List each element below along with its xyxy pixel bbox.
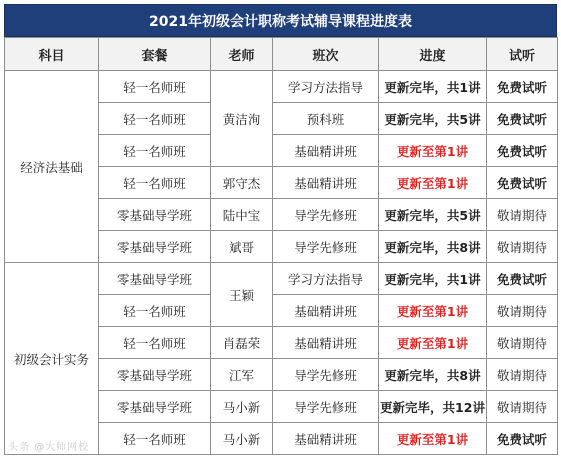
class-cell: 学习方法指导 bbox=[273, 263, 379, 295]
class-cell: 基础精讲班 bbox=[273, 135, 379, 167]
teacher-cell: 肖磊荣 bbox=[211, 327, 273, 359]
class-cell: 导学先修班 bbox=[273, 199, 379, 231]
class-cell: 学习方法指导 bbox=[273, 71, 379, 103]
package-cell: 轻一名师班 bbox=[99, 423, 211, 455]
progress-cell: 更新完毕，共8讲 bbox=[379, 231, 487, 263]
progress-cell: 更新至第1讲 bbox=[379, 295, 487, 327]
progress-cell: 更新至第1讲 bbox=[379, 423, 487, 455]
progress-cell: 更新至第1讲 bbox=[379, 167, 487, 199]
table-body bbox=[5, 71, 558, 455]
teacher-cell: 王颖 bbox=[211, 263, 273, 327]
trial-cell[interactable]: 敬请期待 bbox=[487, 327, 558, 359]
package-cell: 零基础导学班 bbox=[99, 199, 211, 231]
subject-cell: 经济法基础 bbox=[5, 71, 99, 263]
progress-cell: 更新完毕，共8讲 bbox=[379, 359, 487, 391]
class-cell: 导学先修班 bbox=[273, 391, 379, 423]
package-cell: 轻一名师班 bbox=[99, 103, 211, 135]
progress-cell: 更新完毕，共5讲 bbox=[379, 103, 487, 135]
package-cell: 轻一名师班 bbox=[99, 167, 211, 199]
header-class: 班次 bbox=[273, 38, 379, 71]
teacher-cell: 黄洁洵 bbox=[211, 71, 273, 167]
trial-cell[interactable]: 免费试听 bbox=[487, 423, 558, 455]
subject-cell: 初级会计实务 bbox=[5, 263, 99, 455]
schedule-table bbox=[4, 37, 558, 455]
class-cell: 基础精讲班 bbox=[273, 327, 379, 359]
trial-cell[interactable]: 敬请期待 bbox=[487, 295, 558, 327]
class-cell: 导学先修班 bbox=[273, 231, 379, 263]
package-cell: 轻一名师班 bbox=[99, 135, 211, 167]
progress-cell: 更新完毕，共1讲 bbox=[379, 263, 487, 295]
trial-cell[interactable]: 免费试听 bbox=[487, 103, 558, 135]
package-cell: 轻一名师班 bbox=[99, 327, 211, 359]
progress-cell: 更新完毕，共1讲 bbox=[379, 71, 487, 103]
package-cell: 轻一名师班 bbox=[99, 295, 211, 327]
header-progress: 进度 bbox=[379, 38, 487, 71]
class-cell: 基础精讲班 bbox=[273, 423, 379, 455]
header-teacher: 老师 bbox=[211, 38, 273, 71]
trial-cell[interactable]: 免费试听 bbox=[487, 135, 558, 167]
trial-cell[interactable]: 免费试听 bbox=[487, 263, 558, 295]
schedule-container bbox=[4, 4, 557, 455]
package-cell: 零基础导学班 bbox=[99, 231, 211, 263]
teacher-cell: 江军 bbox=[211, 359, 273, 391]
progress-cell: 更新完毕，共5讲 bbox=[379, 199, 487, 231]
trial-cell[interactable]: 敬请期待 bbox=[487, 391, 558, 423]
header-subject: 科目 bbox=[5, 38, 99, 71]
trial-cell[interactable]: 免费试听 bbox=[487, 167, 558, 199]
table-row bbox=[5, 263, 558, 295]
trial-cell[interactable]: 免费试听 bbox=[487, 71, 558, 103]
trial-cell[interactable]: 敬请期待 bbox=[487, 199, 558, 231]
progress-cell: 更新完毕，共12讲 bbox=[379, 391, 487, 423]
teacher-cell: 陆中宝 bbox=[211, 199, 273, 231]
watermark: 头条 @大师网校 bbox=[8, 442, 90, 453]
package-cell: 零基础导学班 bbox=[99, 263, 211, 295]
header-package: 套餐 bbox=[99, 38, 211, 71]
teacher-cell: 马小新 bbox=[211, 423, 273, 455]
teacher-cell: 马小新 bbox=[211, 391, 273, 423]
package-cell: 轻一名师班 bbox=[99, 71, 211, 103]
package-cell: 零基础导学班 bbox=[99, 359, 211, 391]
trial-cell[interactable]: 敬请期待 bbox=[487, 231, 558, 263]
header-trial: 试听 bbox=[487, 38, 558, 71]
teacher-cell: 郭守杰 bbox=[211, 167, 273, 199]
class-cell: 预科班 bbox=[273, 103, 379, 135]
class-cell: 导学先修班 bbox=[273, 359, 379, 391]
trial-cell[interactable]: 敬请期待 bbox=[487, 359, 558, 391]
header-row bbox=[5, 38, 558, 71]
table-title: 2021年初级会计职称考试辅导课程进度表 bbox=[4, 4, 557, 37]
package-cell: 零基础导学班 bbox=[99, 391, 211, 423]
table-row bbox=[5, 71, 558, 103]
teacher-cell: 斌哥 bbox=[211, 231, 273, 263]
class-cell: 基础精讲班 bbox=[273, 295, 379, 327]
progress-cell: 更新至第1讲 bbox=[379, 327, 487, 359]
progress-cell: 更新至第1讲 bbox=[379, 135, 487, 167]
class-cell: 基础精讲班 bbox=[273, 167, 379, 199]
